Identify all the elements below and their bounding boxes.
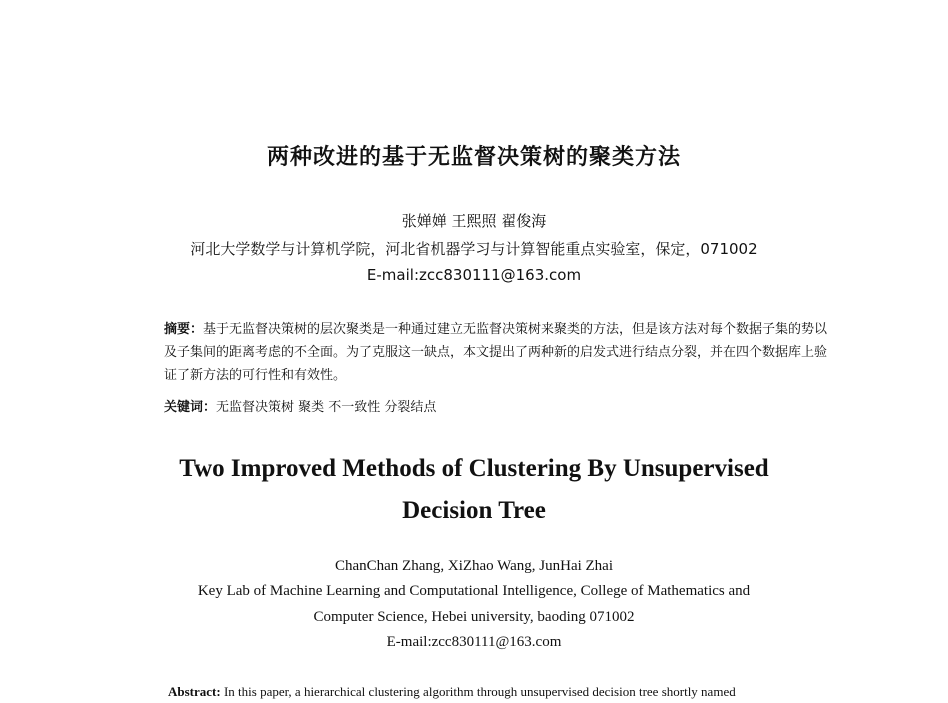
english-title-line-1: Two Improved Methods of Clustering By Unsupervised [179,455,769,482]
chinese-abstract-text: 基于无监督决策树的层次聚类是一种通过建立无监督决策树来聚类的方法，但是该方法对每个数据子集的势以及子集间的距离考虑的不全面。为了克服这一缺点，本文提出了两种新的启发式进行结点分裂，并在四个数据库上验证了新方法的可行性和有效性。 [164,322,828,383]
english-abstract [168,684,868,700]
chinese-keywords-label: 关键词： [164,400,217,415]
english-affiliation-line-2: Computer Science, Hebei university, baoding 071002 [313,609,635,625]
english-abstract-label: Abstract: [168,684,221,699]
chinese-authors: 张婵婵 王熙照 翟俊海 [401,212,547,230]
chinese-abstract-label: 摘要： [164,322,204,337]
chinese-keywords [138,396,836,419]
chinese-keywords-text: 无监督决策树 聚类 不一致性 分裂结点 [216,400,437,415]
english-abstract-text: In this paper, a hierarchical clustering algorithm through unsupervised decision tree shortly named [220,684,736,699]
english-title-line-2: Decision Tree [402,497,546,524]
chinese-affiliation: 河北大学数学与计算机学院，河北省机器学习与计算智能重点实验室，保定，071002 [190,240,758,258]
chinese-abstract [138,318,836,387]
english-affiliation-line-1: Key Lab of Machine Learning and Computational Intelligence, College of Mathematics and [197,583,751,599]
chinese-title: 两种改进的基于无监督决策树的聚类方法 [266,145,681,170]
english-authors: ChanChan Zhang, XiZhao Wang, JunHai Zhai [334,558,614,574]
chinese-email: E-mail:zcc830111@163.com [366,266,582,284]
english-title [0,448,948,532]
english-email: E-mail:zcc830111@163.com [386,634,562,650]
